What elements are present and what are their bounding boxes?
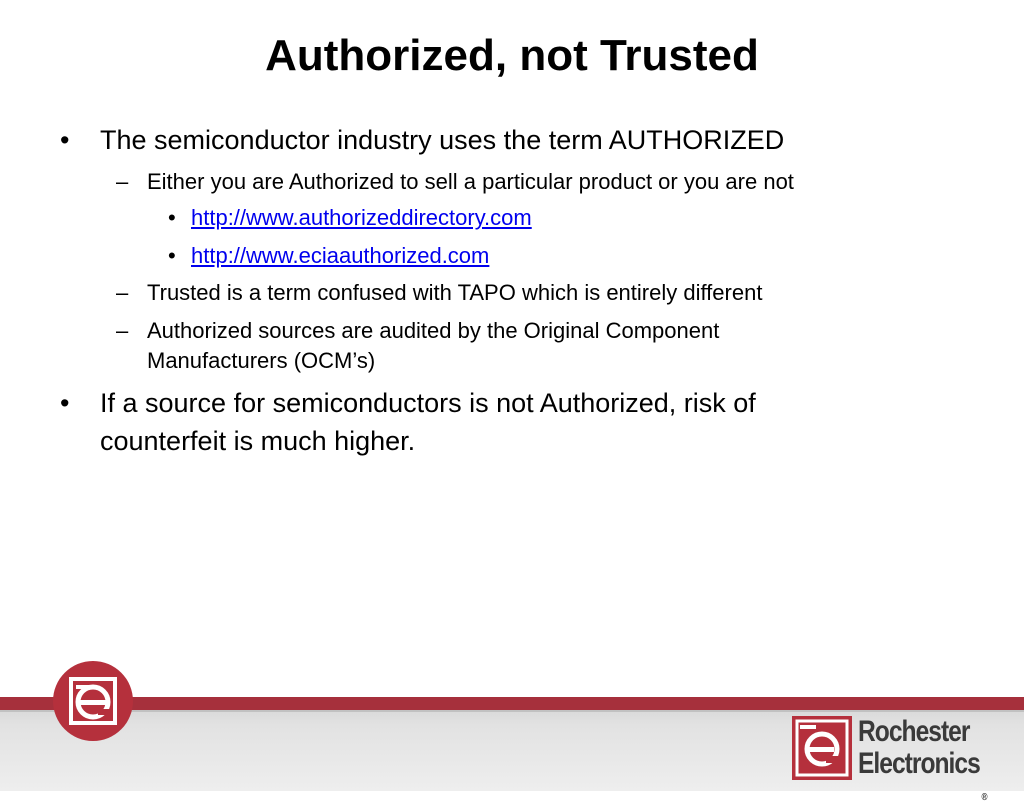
sub-bullet-marker: – <box>116 280 129 305</box>
bullet-marker: • <box>60 388 70 418</box>
slide-title: Authorized, not Trusted <box>265 31 759 80</box>
registered-mark: ® <box>981 792 987 803</box>
bullet-text-line1: If a source for semiconductors is not Authorized, risk of <box>100 388 756 418</box>
brand-name-line2-text: Electronics <box>858 747 980 780</box>
sub-bullet-text: Either you are Authorized to sell a particular product or you are not <box>147 169 794 194</box>
rochester-e-logo-icon <box>792 716 852 780</box>
brand-name-line1: Rochester <box>858 715 970 748</box>
bullet-text: The semiconductor industry uses the term AUTHORIZED <box>100 125 785 155</box>
footer-stripe <box>0 697 1024 710</box>
brand-name-line2 <box>858 747 994 803</box>
bullet-marker: • <box>60 125 70 155</box>
sub-bullet-text-line1: Authorized sources are audited by the Original Component <box>147 318 720 343</box>
sub-bullet-marker: – <box>116 318 129 343</box>
bullet-text-line2: counterfeit is much higher. <box>100 426 416 456</box>
ecia-authorized-link[interactable]: http://www.eciaauthorized.com <box>191 243 490 268</box>
link-bullet-marker: • <box>168 243 176 268</box>
round-e-logo-icon <box>52 660 134 742</box>
link-bullet-marker: • <box>168 205 176 230</box>
brand-name <box>858 715 994 803</box>
sub-bullet-text-line2: Manufacturers (OCM’s) <box>147 348 376 373</box>
sub-bullet-marker: – <box>116 169 129 194</box>
authorized-directory-link[interactable]: http://www.authorizeddirectory.com <box>191 205 532 230</box>
sub-bullet-text: Trusted is a term confused with TAPO which is entirely different <box>147 280 763 305</box>
footer-divider <box>0 710 1024 712</box>
